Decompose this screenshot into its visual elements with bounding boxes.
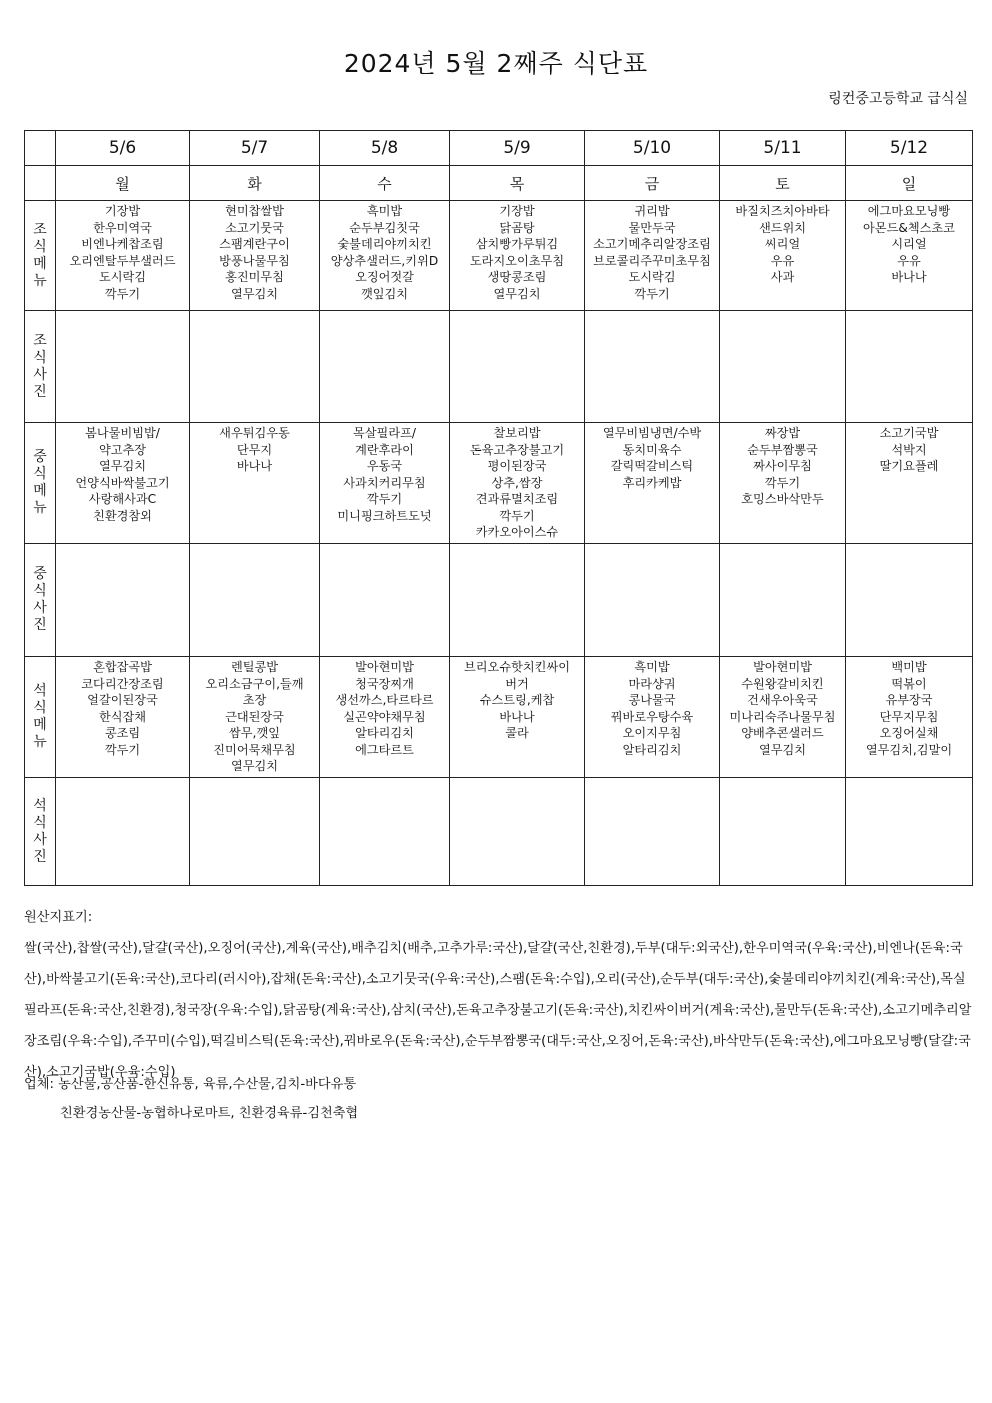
menu-cell — [320, 657, 450, 778]
row-label-char: 석 — [33, 797, 47, 814]
day-cell: 금 — [585, 166, 720, 201]
menu-item: 찰보리밥 — [493, 426, 541, 440]
row-label-char: 조 — [33, 221, 47, 238]
menu-item: 브로콜리주꾸미초무침 — [593, 253, 711, 268]
menu-item: 호밍스바삭만두 — [741, 492, 824, 506]
menu-item: 방풍나물무침 — [219, 253, 290, 268]
menu-item: 한우미역국 — [93, 220, 152, 235]
menu-item: 친환경참외 — [93, 508, 152, 523]
menu-item: 열무비빔냉면/수박 — [602, 426, 702, 440]
menu-item: 깍두기 — [104, 742, 141, 757]
meal-photo-cell — [720, 544, 846, 657]
row-label-char: 중 — [33, 449, 47, 465]
menu-item: 소고기메추리알장조림 — [593, 237, 711, 251]
meal-photo-cell — [450, 778, 585, 886]
row-label-char: 진 — [33, 383, 47, 400]
menu-item: 삼치빵가루튀김 — [475, 237, 559, 251]
menu-item: 꿔바로우탕수육 — [610, 709, 694, 724]
menu-item: 초장 — [242, 693, 267, 707]
row-label-breakfast-menu — [25, 201, 56, 311]
menu-item: 홍진미무침 — [225, 270, 284, 284]
menu-item: 쌈무,깻잎 — [229, 726, 280, 740]
meal-photo-cell — [56, 778, 190, 886]
meal-photo-cell — [190, 311, 320, 423]
menu-cell — [720, 201, 846, 311]
menu-cell — [56, 657, 190, 778]
day-header-row — [25, 166, 973, 201]
menu-cell — [720, 423, 846, 544]
menu-item: 코다리간장조림 — [81, 676, 164, 691]
menu-cell — [450, 657, 585, 778]
breakfast-menu-row — [25, 201, 973, 311]
menu-item: 건새우아욱국 — [747, 693, 818, 707]
page-title: 2024년 5월 2째주 식단표 — [343, 49, 649, 78]
menu-item: 돈육고추장불고기 — [469, 442, 565, 457]
menu-cell — [846, 201, 973, 311]
row-label-breakfast-photo — [25, 311, 56, 423]
menu-item: 동치미육수 — [622, 442, 682, 457]
origin-text: 쌀(국산),찹쌀(국산),달걀(국산),오징어(국산),계육(국산),배추김치(배추,고추가루:국산),달걀(국산,친환경),두부(대두:외국산),한우미역국(우육:국산),비엔나(돈육:국산),바싹불고기(돈육:국산),코다리(러시아),잡채(돈육:국산),소고기뭇국(우육:국산),스팸(돈육:수입),오리(국산),순두부(대두:국산),숯불데리야끼치킨(계육:국산),목실필라프(돈육:국산,친환경),청국장(우육:수입),닭곰탕(계육:국산),삼치(국산),돈육고추장불고기(돈육:국산),치킨싸이버거(계육:국산),물만두(돈육:국산),소고기메추리알장조림(우육:수입),주꾸미(수입),떡길비스틱(돈육:국산),꿔바로우(돈육:국산),순두부짬뽕국(대두:국산,오징어,돈육:국산),바삭만두(돈육:국산),에그마요모닝빵(달걀:국산),소고기국밥(우육:수입) — [24, 941, 972, 1080]
menu-item: 후리카케밥 — [622, 475, 682, 490]
lunch-menu-row — [25, 423, 973, 544]
menu-item: 깍두기 — [764, 475, 801, 490]
menu-item: 카카오아이스슈 — [475, 525, 559, 539]
menu-cell — [190, 657, 320, 778]
menu-item: 바나나 — [499, 709, 535, 724]
menu-item: 열무김치 — [758, 742, 807, 757]
corner-cell — [25, 131, 56, 166]
menu-item: 도라지오이초무침 — [469, 253, 565, 268]
dinner-menu-row — [25, 657, 973, 778]
meal-photo-cell — [56, 311, 190, 423]
menu-item: 순두부짬뽕국 — [747, 442, 818, 457]
day-cell: 화 — [190, 166, 320, 201]
menu-item: 씨리얼 — [764, 237, 801, 251]
menu-item: 오징어젓갈 — [355, 270, 414, 284]
meal-photo-cell — [56, 544, 190, 657]
date-cell: 5/12 — [846, 131, 973, 166]
row-label-lunch-photo — [25, 544, 56, 657]
date-cell: 5/9 — [450, 131, 585, 166]
menu-item: 콩나물국 — [628, 693, 676, 707]
menu-item: 오이지무침 — [622, 726, 682, 740]
menu-item: 기장밥 — [499, 204, 535, 218]
menu-item: 오리소금구이,들깨 — [205, 676, 304, 691]
corner-cell — [25, 166, 56, 201]
date-header-row — [25, 131, 973, 166]
school-name: 링컨중고등학교 급식실 — [828, 91, 968, 107]
menu-cell — [585, 201, 720, 311]
menu-item: 깻잎김치 — [360, 286, 409, 301]
menu-item: 귀리밥 — [634, 204, 670, 218]
menu-item: 아몬드&첵스초코 — [863, 220, 955, 235]
menu-cell — [450, 201, 585, 311]
row-label-char: 메 — [33, 255, 47, 272]
row-label-char: 식 — [33, 814, 47, 831]
menu-item: 얼갈이된장국 — [87, 693, 158, 707]
row-label-char: 뉴 — [33, 272, 47, 289]
menu-item: 계란후라이 — [355, 442, 414, 457]
menu-item: 단무지무침 — [879, 709, 939, 724]
menu-cell — [56, 423, 190, 544]
meal-photo-cell — [190, 778, 320, 886]
menu-item: 짜사이무침 — [753, 459, 812, 473]
row-label-char: 식 — [33, 238, 47, 255]
menu-item: 알타리김치 — [622, 742, 682, 757]
menu-item: 시리얼 — [891, 237, 927, 251]
menu-item: 깍두기 — [499, 508, 535, 523]
menu-item: 깍두기 — [634, 286, 670, 301]
menu-item: 목살필라프/ — [353, 426, 416, 440]
row-label-char: 조 — [33, 332, 47, 349]
day-cell: 토 — [720, 166, 846, 201]
menu-cell — [450, 423, 585, 544]
menu-item: 실곤약야채무침 — [343, 709, 426, 724]
date-cell: 5/7 — [190, 131, 320, 166]
menu-item: 근대된장국 — [225, 709, 284, 724]
menu-item: 떡볶이 — [891, 676, 927, 691]
supplier-line: 업체: 농산물,공산품-한신유통, 육류,수산물,김치-바다유통 — [24, 1077, 357, 1092]
supplier-line: 친환경농산물-농협하나로마트, 친환경육류-김천축협 — [60, 1106, 359, 1121]
row-label-char: 진 — [33, 848, 47, 865]
menu-item: 생땅콩조림 — [487, 270, 547, 284]
meal-photo-cell — [846, 311, 973, 423]
menu-item: 마라샹궈 — [628, 676, 676, 691]
menu-item: 양배추콘샐러드 — [741, 726, 824, 740]
menu-item: 새우튀김우동 — [219, 426, 290, 440]
menu-item: 발아현미밥 — [355, 660, 414, 674]
menu-item: 우유 — [897, 253, 921, 268]
menu-item: 수원왕갈비치킨 — [741, 676, 824, 691]
menu-item: 우유 — [770, 253, 795, 268]
menu-item: 흑미밥 — [634, 660, 670, 674]
day-cell: 목 — [450, 166, 585, 201]
menu-item: 소고기뭇국 — [225, 220, 284, 235]
menu-item: 혼합잡곡밥 — [93, 660, 152, 674]
menu-item: 견과류멸치조림 — [475, 492, 559, 506]
meal-photo-cell — [190, 544, 320, 657]
menu-item: 한식잡채 — [98, 709, 147, 724]
menu-item: 미니핑크하트도넛 — [337, 508, 432, 523]
menu-item: 갈릭떡갈비스틱 — [610, 459, 694, 473]
menu-item: 흑미밥 — [366, 204, 403, 218]
dinner-photo-row — [25, 778, 973, 886]
menu-item: 비엔나케찹조림 — [81, 237, 164, 251]
menu-item: 콩조림 — [104, 726, 141, 740]
row-label-char: 뉴 — [33, 734, 47, 750]
menu-cell — [720, 657, 846, 778]
menu-cell — [190, 423, 320, 544]
menu-item: 딸기요플레 — [879, 459, 939, 473]
row-label-char: 사 — [33, 366, 47, 383]
supplier-info — [24, 1070, 358, 1128]
menu-cell — [56, 201, 190, 311]
date-cell: 5/6 — [56, 131, 190, 166]
menu-item: 석박지 — [891, 442, 927, 457]
row-label-lunch-menu — [25, 423, 56, 544]
meal-photo-cell — [450, 544, 585, 657]
meal-photo-cell — [720, 778, 846, 886]
breakfast-photo-row — [25, 311, 973, 423]
menu-item: 열무김치 — [98, 459, 147, 473]
menu-item: 바나나 — [891, 270, 927, 284]
date-cell: 5/11 — [720, 131, 846, 166]
menu-item: 평이된장국 — [487, 459, 547, 473]
meal-photo-cell — [585, 311, 720, 423]
menu-item: 브리오슈핫치킨싸이 — [464, 660, 570, 674]
day-cell: 월 — [56, 166, 190, 201]
menu-item: 물만두국 — [628, 220, 676, 235]
row-label-char: 사 — [33, 831, 47, 848]
menu-item: 렌틸콩밥 — [230, 660, 279, 674]
meal-photo-cell — [320, 311, 450, 423]
row-label-dinner-menu — [25, 657, 56, 778]
menu-item: 소고기국밥 — [879, 426, 939, 440]
meal-photo-cell — [585, 778, 720, 886]
meal-photo-cell — [846, 778, 973, 886]
menu-cell — [846, 423, 973, 544]
menu-item: 미나리숙주나물무침 — [729, 709, 836, 724]
menu-item: 순두부김칫국 — [349, 220, 420, 235]
menu-item: 짜장밥 — [764, 426, 801, 440]
menu-cell — [585, 423, 720, 544]
menu-cell — [320, 423, 450, 544]
meal-photo-cell — [320, 778, 450, 886]
row-label-char: 사 — [33, 600, 47, 616]
row-label-char: 뉴 — [33, 500, 47, 516]
menu-item: 바질치즈치아바타 — [735, 204, 830, 218]
menu-cell — [320, 201, 450, 311]
row-label-char: 중 — [33, 566, 47, 582]
menu-item: 숯불데리야끼치킨 — [337, 237, 432, 251]
menu-item: 유부장국 — [885, 693, 933, 707]
menu-item: 우동국 — [366, 459, 403, 473]
menu-item: 사과치커리무침 — [343, 475, 426, 490]
row-label-char: 식 — [33, 466, 47, 482]
day-cell: 일 — [846, 166, 973, 201]
menu-item: 약고추장 — [98, 442, 147, 457]
menu-item: 에그마요모닝빵 — [867, 204, 951, 218]
menu-item: 닭곰탕 — [499, 220, 535, 235]
row-label-char: 메 — [33, 483, 47, 499]
meal-photo-cell — [585, 544, 720, 657]
origin-title: 원산지표기: — [24, 910, 93, 925]
menu-item: 현미찹쌀밥 — [225, 204, 284, 218]
menu-item: 열무김치 — [493, 286, 541, 301]
row-label-char: 메 — [33, 717, 47, 733]
origin-notes — [24, 902, 972, 1088]
date-cell: 5/10 — [585, 131, 720, 166]
menu-item: 오리엔탈두부샐러드 — [69, 253, 176, 268]
meal-photo-cell — [846, 544, 973, 657]
row-label-char: 진 — [33, 617, 47, 633]
menu-cell — [190, 201, 320, 311]
meal-photo-cell — [720, 311, 846, 423]
menu-item: 언양식바싹불고기 — [75, 475, 170, 490]
row-label-char: 식 — [33, 700, 47, 716]
row-label-dinner-photo — [25, 778, 56, 886]
menu-item: 진미어묵채무침 — [213, 742, 296, 757]
menu-item: 샌드위치 — [758, 220, 807, 235]
menu-item: 바나나 — [236, 459, 273, 473]
menu-item: 청국장찌개 — [355, 676, 414, 691]
menu-item: 버거 — [505, 676, 529, 691]
menu-item: 열무김치 — [230, 759, 279, 773]
menu-item: 사과 — [770, 270, 795, 284]
day-cell: 수 — [320, 166, 450, 201]
menu-item: 사랑해사과C — [88, 492, 157, 506]
menu-cell — [585, 657, 720, 778]
menu-item: 알타리김치 — [355, 726, 414, 740]
menu-item: 백미밥 — [891, 660, 927, 674]
menu-item: 깍두기 — [104, 286, 141, 301]
menu-cell — [846, 657, 973, 778]
menu-item: 열무김치,김말이 — [865, 742, 953, 757]
menu-item: 기장밥 — [104, 204, 141, 218]
menu-item: 양상추샐러드,키위D — [330, 253, 439, 268]
menu-item: 도시락김 — [98, 270, 147, 284]
menu-item: 오징어실채 — [879, 726, 939, 740]
menu-item: 도시락김 — [628, 270, 676, 284]
menu-item: 단무지 — [236, 442, 273, 457]
menu-item: 발아현미밥 — [753, 660, 812, 674]
menu-item: 에그타르트 — [355, 742, 414, 757]
row-label-char: 식 — [33, 583, 47, 599]
lunch-photo-row — [25, 544, 973, 657]
row-label-char: 식 — [33, 349, 47, 366]
date-cell: 5/8 — [320, 131, 450, 166]
row-label-char: 석 — [33, 683, 47, 699]
menu-item: 스팸계란구이 — [219, 237, 290, 251]
meal-photo-cell — [450, 311, 585, 423]
menu-item: 슈스트링,케찹 — [479, 693, 555, 707]
menu-item: 콜라 — [505, 726, 529, 740]
meal-photo-cell — [320, 544, 450, 657]
menu-item: 깍두기 — [366, 492, 403, 506]
menu-item: 열무김치 — [230, 286, 279, 301]
menu-item: 봄나물비빔밥/ — [85, 426, 160, 440]
menu-item: 상추,쌈장 — [491, 475, 543, 490]
menu-table — [24, 130, 973, 886]
menu-item: 생선까스,타르타르 — [335, 693, 434, 707]
